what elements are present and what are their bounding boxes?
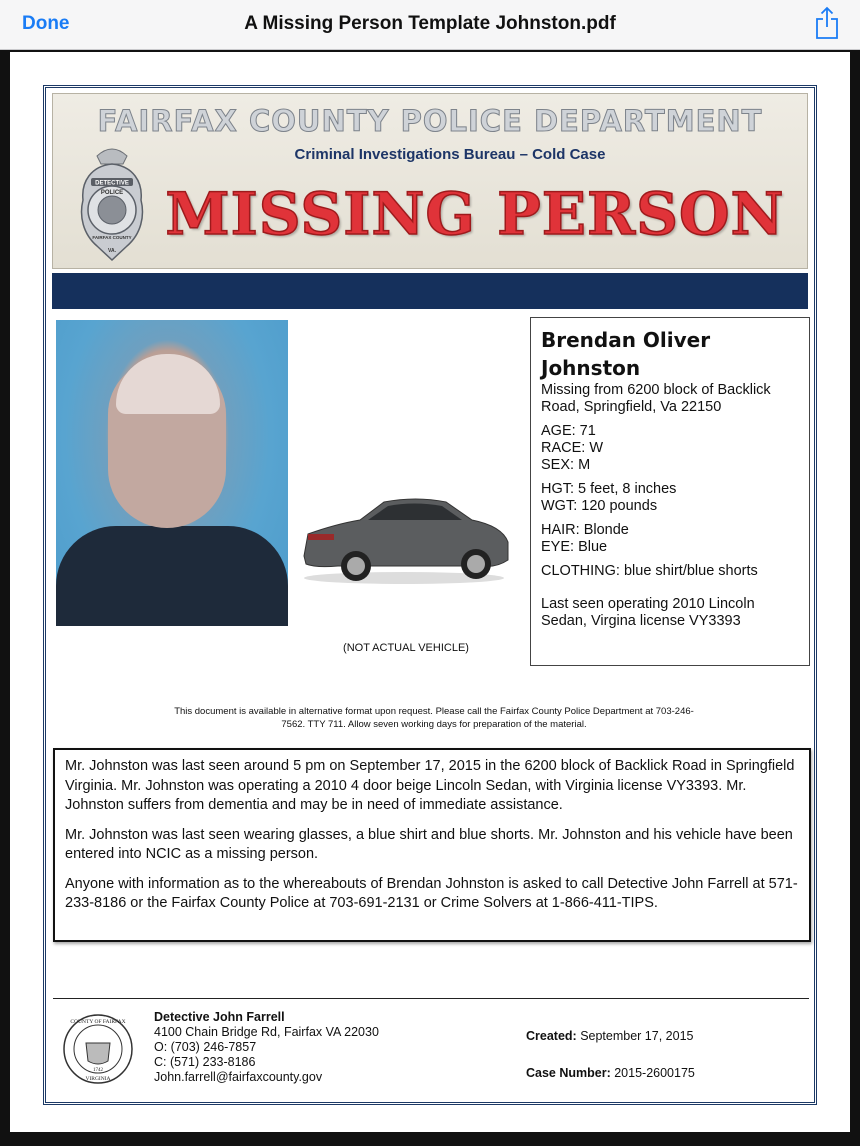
person-details [530,317,810,666]
divider-bar [52,273,808,309]
case-number-row: Case Number: 2015-2600175 [526,1066,695,1080]
narrative-paragraph: Anyone with information as to the whereabouts of Brendan Johnston is asked to call Detective John Farrell at 571-233-8186 or the Fairfax County Police at 703-691-2131 or Crime Solvers at 1-866-411-TIPS. [65,875,798,911]
svg-text:VA.: VA. [108,248,116,254]
vehicle-caption: (NOT ACTUAL VEHICLE) [343,642,469,654]
office-phone: O: (703) 246-7857 [154,1040,257,1054]
footer-divider [53,998,809,999]
missing-from: Missing from 6200 block of Backlick Road, Springfield, Va 22150 [541,382,771,415]
hair: HAIR: Blonde [541,522,629,538]
bureau-name: Criminal Investigations Bureau – Cold Case [294,146,606,163]
accessibility-notice: This document is available in alternative format upon request. Please call the Fairfax County Police Department at 703-246-7562. TTY 711. Allow seven working days for preparation of the material. [174,706,694,730]
department-name: FAIRFAX COUNTY POLICE DEPARTMENT [97,104,763,138]
sex: SEX: M [541,457,591,473]
detective-contact [154,1010,379,1085]
race: RACE: W [541,440,604,456]
person-name-first: Brendan Oliver [541,328,711,352]
police-badge-icon [77,142,147,268]
vehicle-image [296,486,514,586]
svg-text:FAIRFAX COUNTY: FAIRFAX COUNTY [92,235,132,240]
narrative-paragraph: Mr. Johnston was last seen wearing glasses, a blue shirt and blue shorts. Mr. Johnston and his vehicle have been entered into NCIC as a missing person. [65,826,793,862]
poster-banner [52,93,808,269]
svg-text:POLICE: POLICE [100,190,124,196]
document-title: A Missing Person Template Johnston.pdf [244,13,616,34]
share-icon[interactable] [814,6,840,40]
svg-text:VIRGINIA: VIRGINIA [85,1076,111,1082]
clothing: CLOTHING: blue shirt/blue shorts [541,563,758,579]
narrative-box [53,748,811,942]
last-seen-vehicle: Last seen operating 2010 Lincoln Sedan, Virgina license VY3393 [541,596,755,629]
svg-text:DETECTIVE: DETECTIVE [95,180,129,187]
cell-phone: C: (571) 233-8186 [154,1055,256,1069]
detective-name: Detective John Farrell [154,1010,285,1024]
age: AGE: 71 [541,423,596,439]
detective-email: John.farrell@fairfaxcounty.gov [154,1070,323,1084]
svg-text:1742: 1742 [93,1068,103,1073]
navigation-bar [0,0,860,50]
done-button[interactable]: Done [22,13,70,34]
height: HGT: 5 feet, 8 inches [541,481,677,497]
missing-person-photo [56,320,288,626]
weight: WGT: 120 pounds [541,498,658,514]
created-row: Created: September 17, 2015 [526,1029,694,1043]
detective-address: 4100 Chain Bridge Rd, Fairfax VA 22030 [154,1025,379,1039]
case-meta [526,1029,695,1081]
poster-frame [43,85,817,1105]
svg-text:COUNTY OF FAIRFAX: COUNTY OF FAIRFAX [70,1019,126,1025]
narrative-paragraph: Mr. Johnston was last seen around 5 pm on September 17, 2015 in the 6200 block of Backlick Road in Springfield Virginia. Mr. Johnston was operating a 2010 4 door beige Lincoln Sedan, with Virginia license VY3393. Mr. Johnston suffers from dementia and may be in need of immediate assistance. [65,758,795,813]
person-name-last: Johnston [541,356,641,380]
missing-person-headline: MISSING PERSON [165,180,785,248]
eye-color: EYE: Blue [541,539,608,555]
pdf-page[interactable] [10,52,850,1132]
county-seal-icon [62,1013,134,1085]
